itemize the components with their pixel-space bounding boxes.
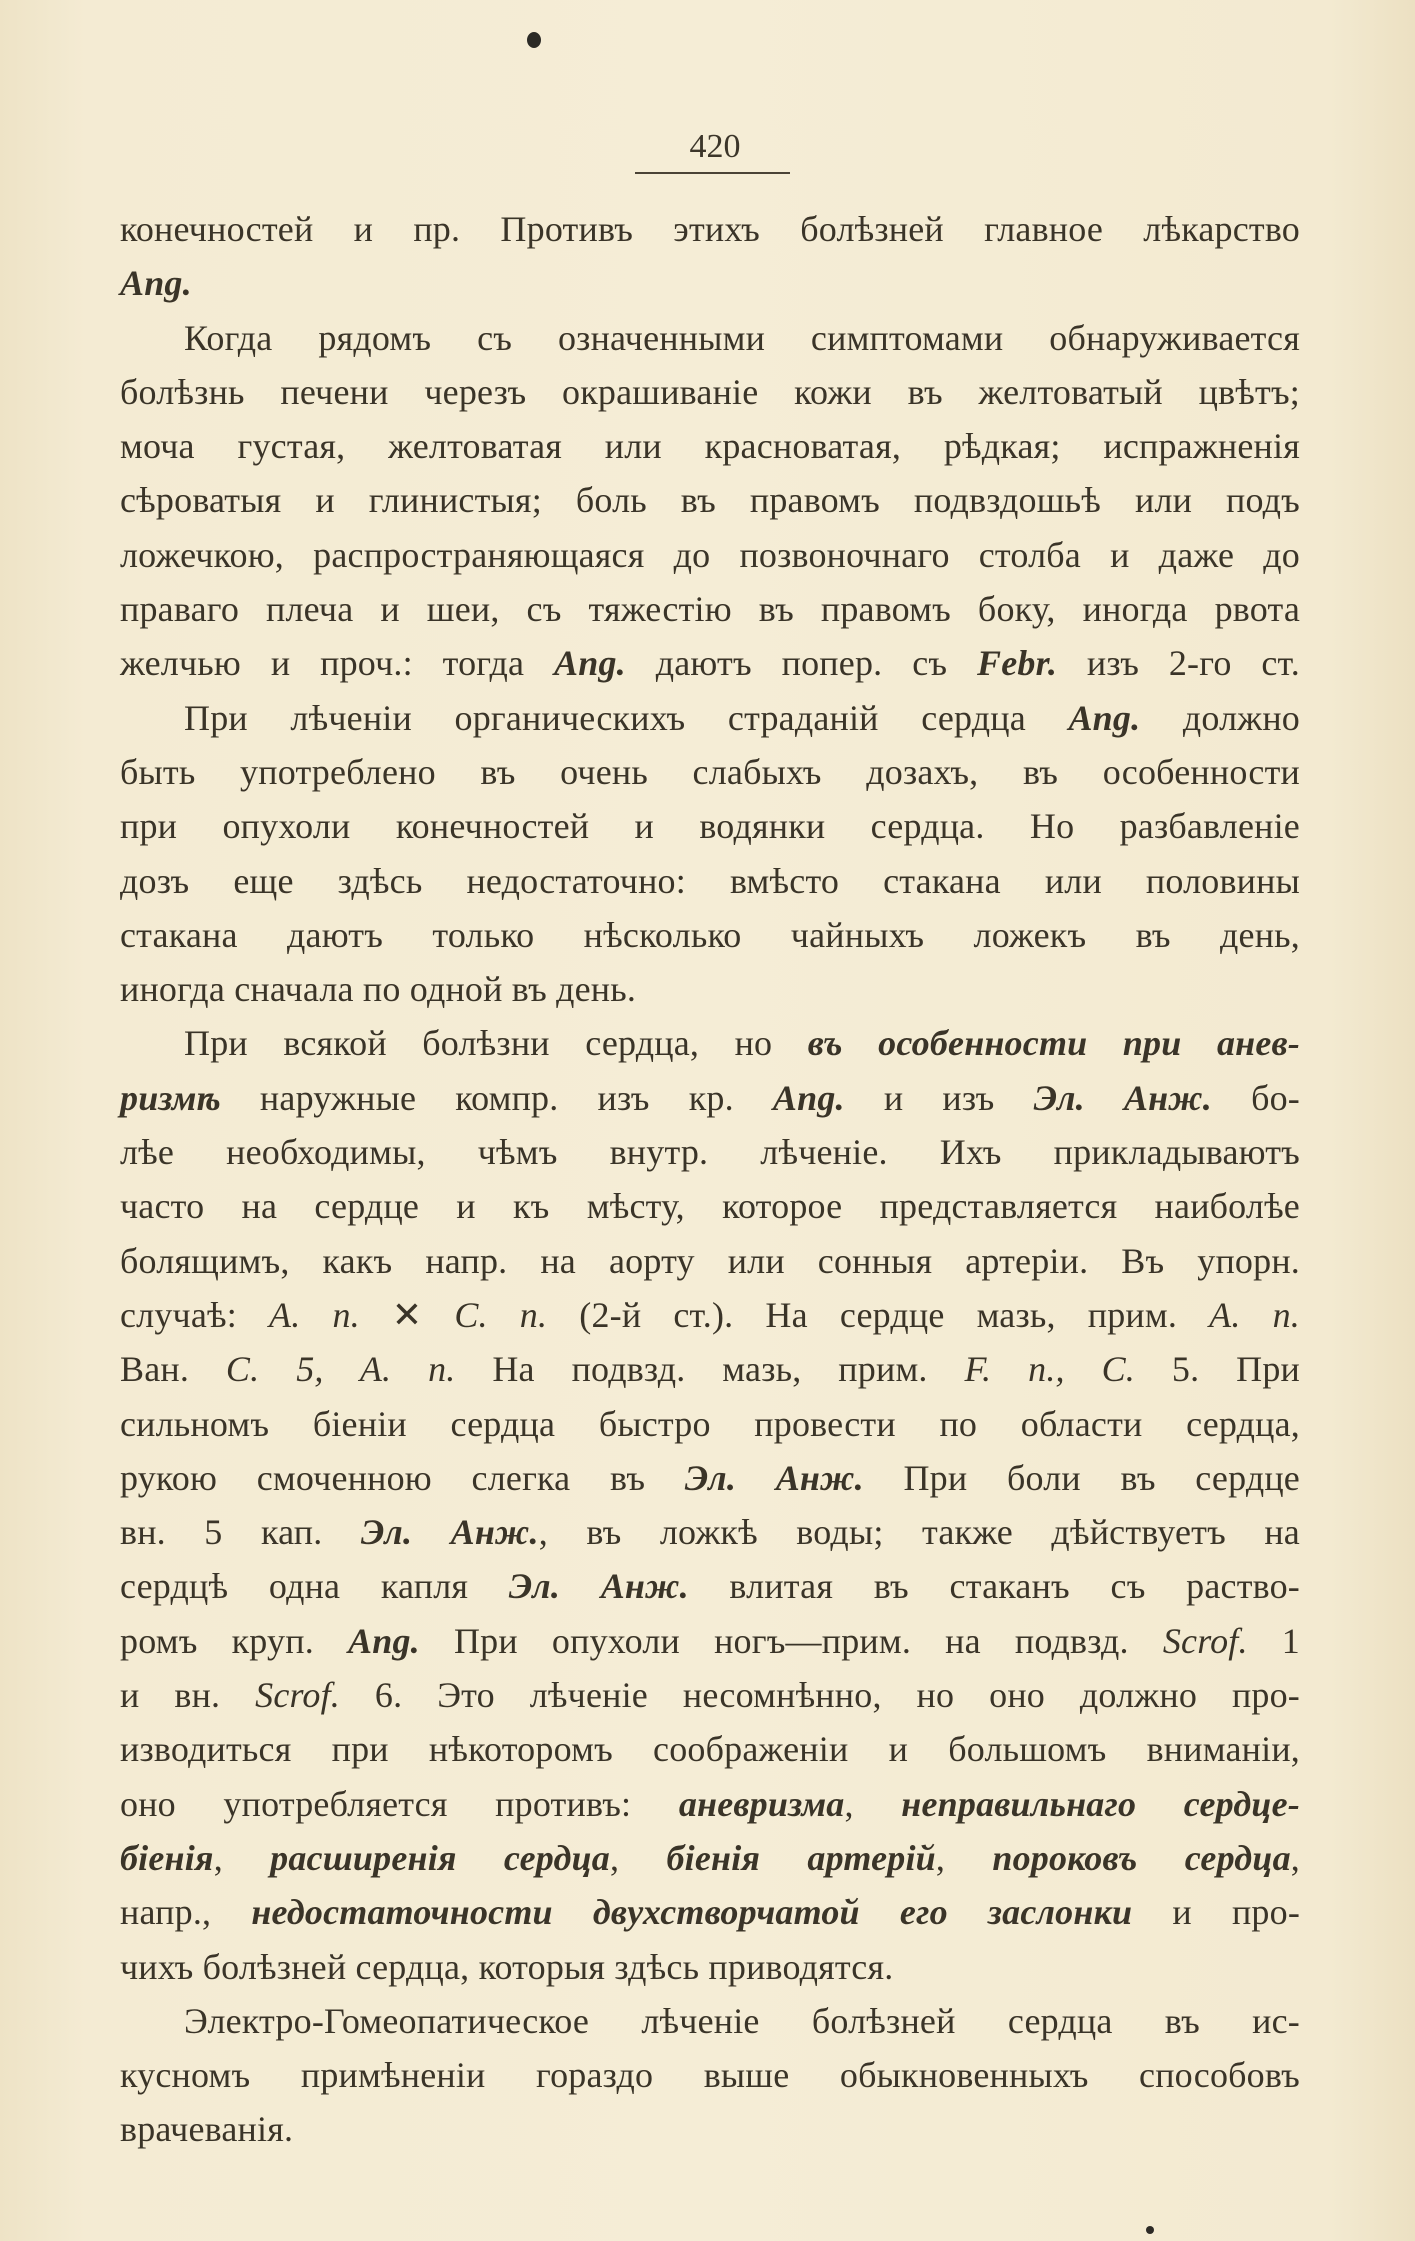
text-line [120, 1614, 1300, 1668]
text-span: часто на сердце и къ мѣсту, которое представляется наиболѣе [120, 1186, 1300, 1227]
text-line [120, 1451, 1300, 1505]
text-span: При всякой болѣзни сердца, но [184, 1023, 808, 1064]
text-span: 5. При [1135, 1349, 1300, 1390]
text-span: кусномъ примѣненіи гораздо выше обыкновенныхъ способовъ [120, 2055, 1300, 2096]
text-line [120, 691, 1300, 745]
emphasized-text: Scrof. [1162, 1620, 1248, 1661]
text-span: болящимъ, какъ напр. на аорту или сонныя артеріи. Въ упорн. [120, 1240, 1300, 1281]
text-line [120, 582, 1300, 636]
text-span: при опухоли конечностей и водянки сердца. Но разбавленіе [120, 806, 1300, 847]
text-span: изъ 2-го ст. [1057, 643, 1300, 684]
text-span: Ван. [120, 1349, 226, 1390]
emphasized-text: въ особенности при анев- [807, 1023, 1300, 1064]
text-span: вн. 5 кап. [120, 1512, 361, 1553]
text-line [120, 908, 1300, 962]
text-span: наружные компр. изъ кр. [220, 1077, 773, 1118]
text-line [120, 1342, 1300, 1396]
text-span: 6. Это лѣченіе несомнѣнно, но оно должно про- [340, 1675, 1300, 1716]
text-line [120, 1994, 1300, 2048]
emphasized-text: Эл. Анж. [508, 1566, 689, 1607]
text-span: быть употреблено въ очень слабыхъ дозахъ, въ особенности [120, 751, 1300, 792]
text-line [120, 1559, 1300, 1613]
emphasized-text: недостаточности двухстворчатой его заслонки [251, 1892, 1133, 1933]
text-line [120, 419, 1300, 473]
text-line [120, 2102, 1300, 2156]
emphasized-text: Ang. [120, 263, 192, 304]
text-line [120, 1016, 1300, 1070]
text-span: Электро-Гомеопатическое лѣченіе болѣзней сердца въ ис- [184, 2000, 1300, 2041]
text-line [120, 962, 1300, 1016]
text-span: 1 [1247, 1620, 1301, 1661]
page-number: 420 [689, 128, 741, 165]
text-span: ромъ круп. [120, 1620, 349, 1661]
text-line [120, 1179, 1300, 1233]
emphasized-text: C. n. [454, 1294, 548, 1335]
text-line [120, 745, 1300, 799]
text-line [120, 365, 1300, 419]
text-span: болѣзнь печени черезъ окрашиваніе кожи въ желтоватый цвѣтъ; [120, 371, 1300, 412]
text-line [120, 473, 1300, 527]
emphasized-text: Эл. Анж. [684, 1457, 864, 1498]
text-span: , [844, 1783, 902, 1824]
emphasized-text: Эл. Анж. [360, 1512, 539, 1553]
text-span: оно употребляется противъ: [120, 1783, 679, 1824]
emphasized-text: Febr. [977, 643, 1058, 684]
emphasized-text: неправильнаго сердце- [901, 1783, 1300, 1824]
text-span: При лѣченіи органическихъ страданій сердца [184, 697, 1069, 738]
text-span: случаѣ: [120, 1294, 270, 1335]
text-span: бо- [1212, 1077, 1300, 1118]
text-line [120, 1668, 1300, 1722]
text-span: , въ ложкѣ воды; также дѣйствуетъ на [538, 1512, 1300, 1553]
text-span: врачеванія. [120, 2109, 294, 2150]
text-span: сѣроватыя и глинистыя; боль въ правомъ подвздошьѣ или подъ [120, 480, 1300, 521]
text-span: должно [1140, 697, 1300, 738]
body-text [120, 202, 1300, 2157]
text-span: рукою смоченною слегка въ [120, 1457, 685, 1498]
text-span: , [213, 1837, 271, 1878]
text-span: При боли въ сердце [863, 1457, 1300, 1498]
emphasized-text: Scrof. [255, 1675, 340, 1716]
emphasized-text: A. n. [1209, 1294, 1300, 1335]
emphasized-text: Ang. [554, 643, 626, 684]
text-line [120, 1397, 1300, 1451]
text-span: и изъ [844, 1077, 1034, 1118]
ink-spot [527, 32, 541, 48]
text-span: праваго плеча и шеи, съ тяжестію въ правомъ боку, иногда рвота [120, 589, 1300, 630]
text-line [120, 854, 1300, 908]
text-span: даютъ попер. съ [625, 643, 978, 684]
text-span: желчью и проч.: тогда [120, 643, 555, 684]
text-line [120, 311, 1300, 365]
emphasized-text: Ang. [1068, 697, 1141, 738]
text-line [120, 1288, 1300, 1342]
text-span: лѣе необходимы, чѣмъ внутр. лѣченіе. Ихъ прикладываютъ [120, 1132, 1300, 1173]
text-line [120, 528, 1300, 582]
text-span: чихъ болѣзней сердца, которыя здѣсь приводятся. [120, 1946, 894, 1987]
text-span: и про- [1132, 1892, 1301, 1933]
text-line [120, 1071, 1300, 1125]
emphasized-text: F. n., C. [964, 1349, 1135, 1390]
page-number-rule [635, 172, 790, 174]
text-span: стакана даютъ только нѣсколько чайныхъ ложекъ въ день, [120, 914, 1300, 955]
emphasized-text: A. n. [269, 1294, 360, 1335]
text-span: и вн. [120, 1675, 256, 1716]
text-span: иногда сначала по одной въ день. [120, 969, 637, 1010]
emphasized-text: ризмѣ [120, 1077, 221, 1118]
text-span: (2-й ст.). На сердце мазь, прим. [547, 1294, 1210, 1335]
text-span: На подвзд. мазь, прим. [455, 1349, 965, 1390]
text-line [120, 1234, 1300, 1288]
text-span: ✕ [359, 1294, 455, 1335]
emphasized-text: Эл. Анж. [1033, 1077, 1212, 1118]
text-span: Когда рядомъ съ означенными симптомами обнаруживается [184, 317, 1300, 358]
emphasized-text: Ang. [772, 1077, 845, 1118]
text-span: конечностей и пр. Противъ этихъ болѣзней главное лѣкарство [120, 209, 1300, 249]
text-line [120, 636, 1300, 690]
text-span: , [935, 1837, 993, 1878]
emphasized-text: пороковъ сердца [992, 1837, 1291, 1878]
text-span: моча густая, желтоватая или красноватая, рѣдкая; испражненія [120, 426, 1300, 467]
emphasized-text: C. 5, A. n. [225, 1349, 456, 1390]
text-span: изводиться при нѣкоторомъ соображеніи и большомъ вниманіи, [120, 1729, 1300, 1770]
text-line [120, 1505, 1300, 1559]
text-line [120, 1885, 1300, 1939]
text-line [120, 202, 1300, 256]
text-line [120, 2048, 1300, 2102]
text-line [120, 1831, 1300, 1885]
text-span: влитая въ стаканъ съ раство- [688, 1566, 1300, 1607]
text-span: ложечкою, распространяющаяся до позвоночнаго столба и даже до [120, 534, 1300, 575]
emphasized-text: расширенія сердца [270, 1837, 611, 1878]
text-line [120, 1777, 1300, 1831]
text-span: При опухоли ногъ—прим. на подвзд. [419, 1620, 1163, 1661]
emphasized-text: біенія артерій [666, 1837, 936, 1878]
emphasized-text: аневризма [678, 1783, 845, 1824]
text-line [120, 256, 1300, 310]
ink-spot [1146, 2226, 1154, 2234]
text-line [120, 799, 1300, 853]
text-span: , [610, 1837, 667, 1878]
text-span: напр., [120, 1892, 252, 1933]
text-line [120, 1940, 1300, 1994]
text-span: дозъ еще здѣсь недостаточно: вмѣсто стакана или половины [120, 860, 1300, 901]
emphasized-text: біенія [120, 1837, 214, 1878]
text-span: сердцѣ одна капля [120, 1566, 509, 1607]
emphasized-text: Ang. [348, 1620, 420, 1661]
text-span: , [1290, 1837, 1300, 1878]
text-span: сильномъ біеніи сердца быстро провести по области сердца, [120, 1403, 1300, 1444]
text-line [120, 1722, 1300, 1776]
text-line [120, 1125, 1300, 1179]
